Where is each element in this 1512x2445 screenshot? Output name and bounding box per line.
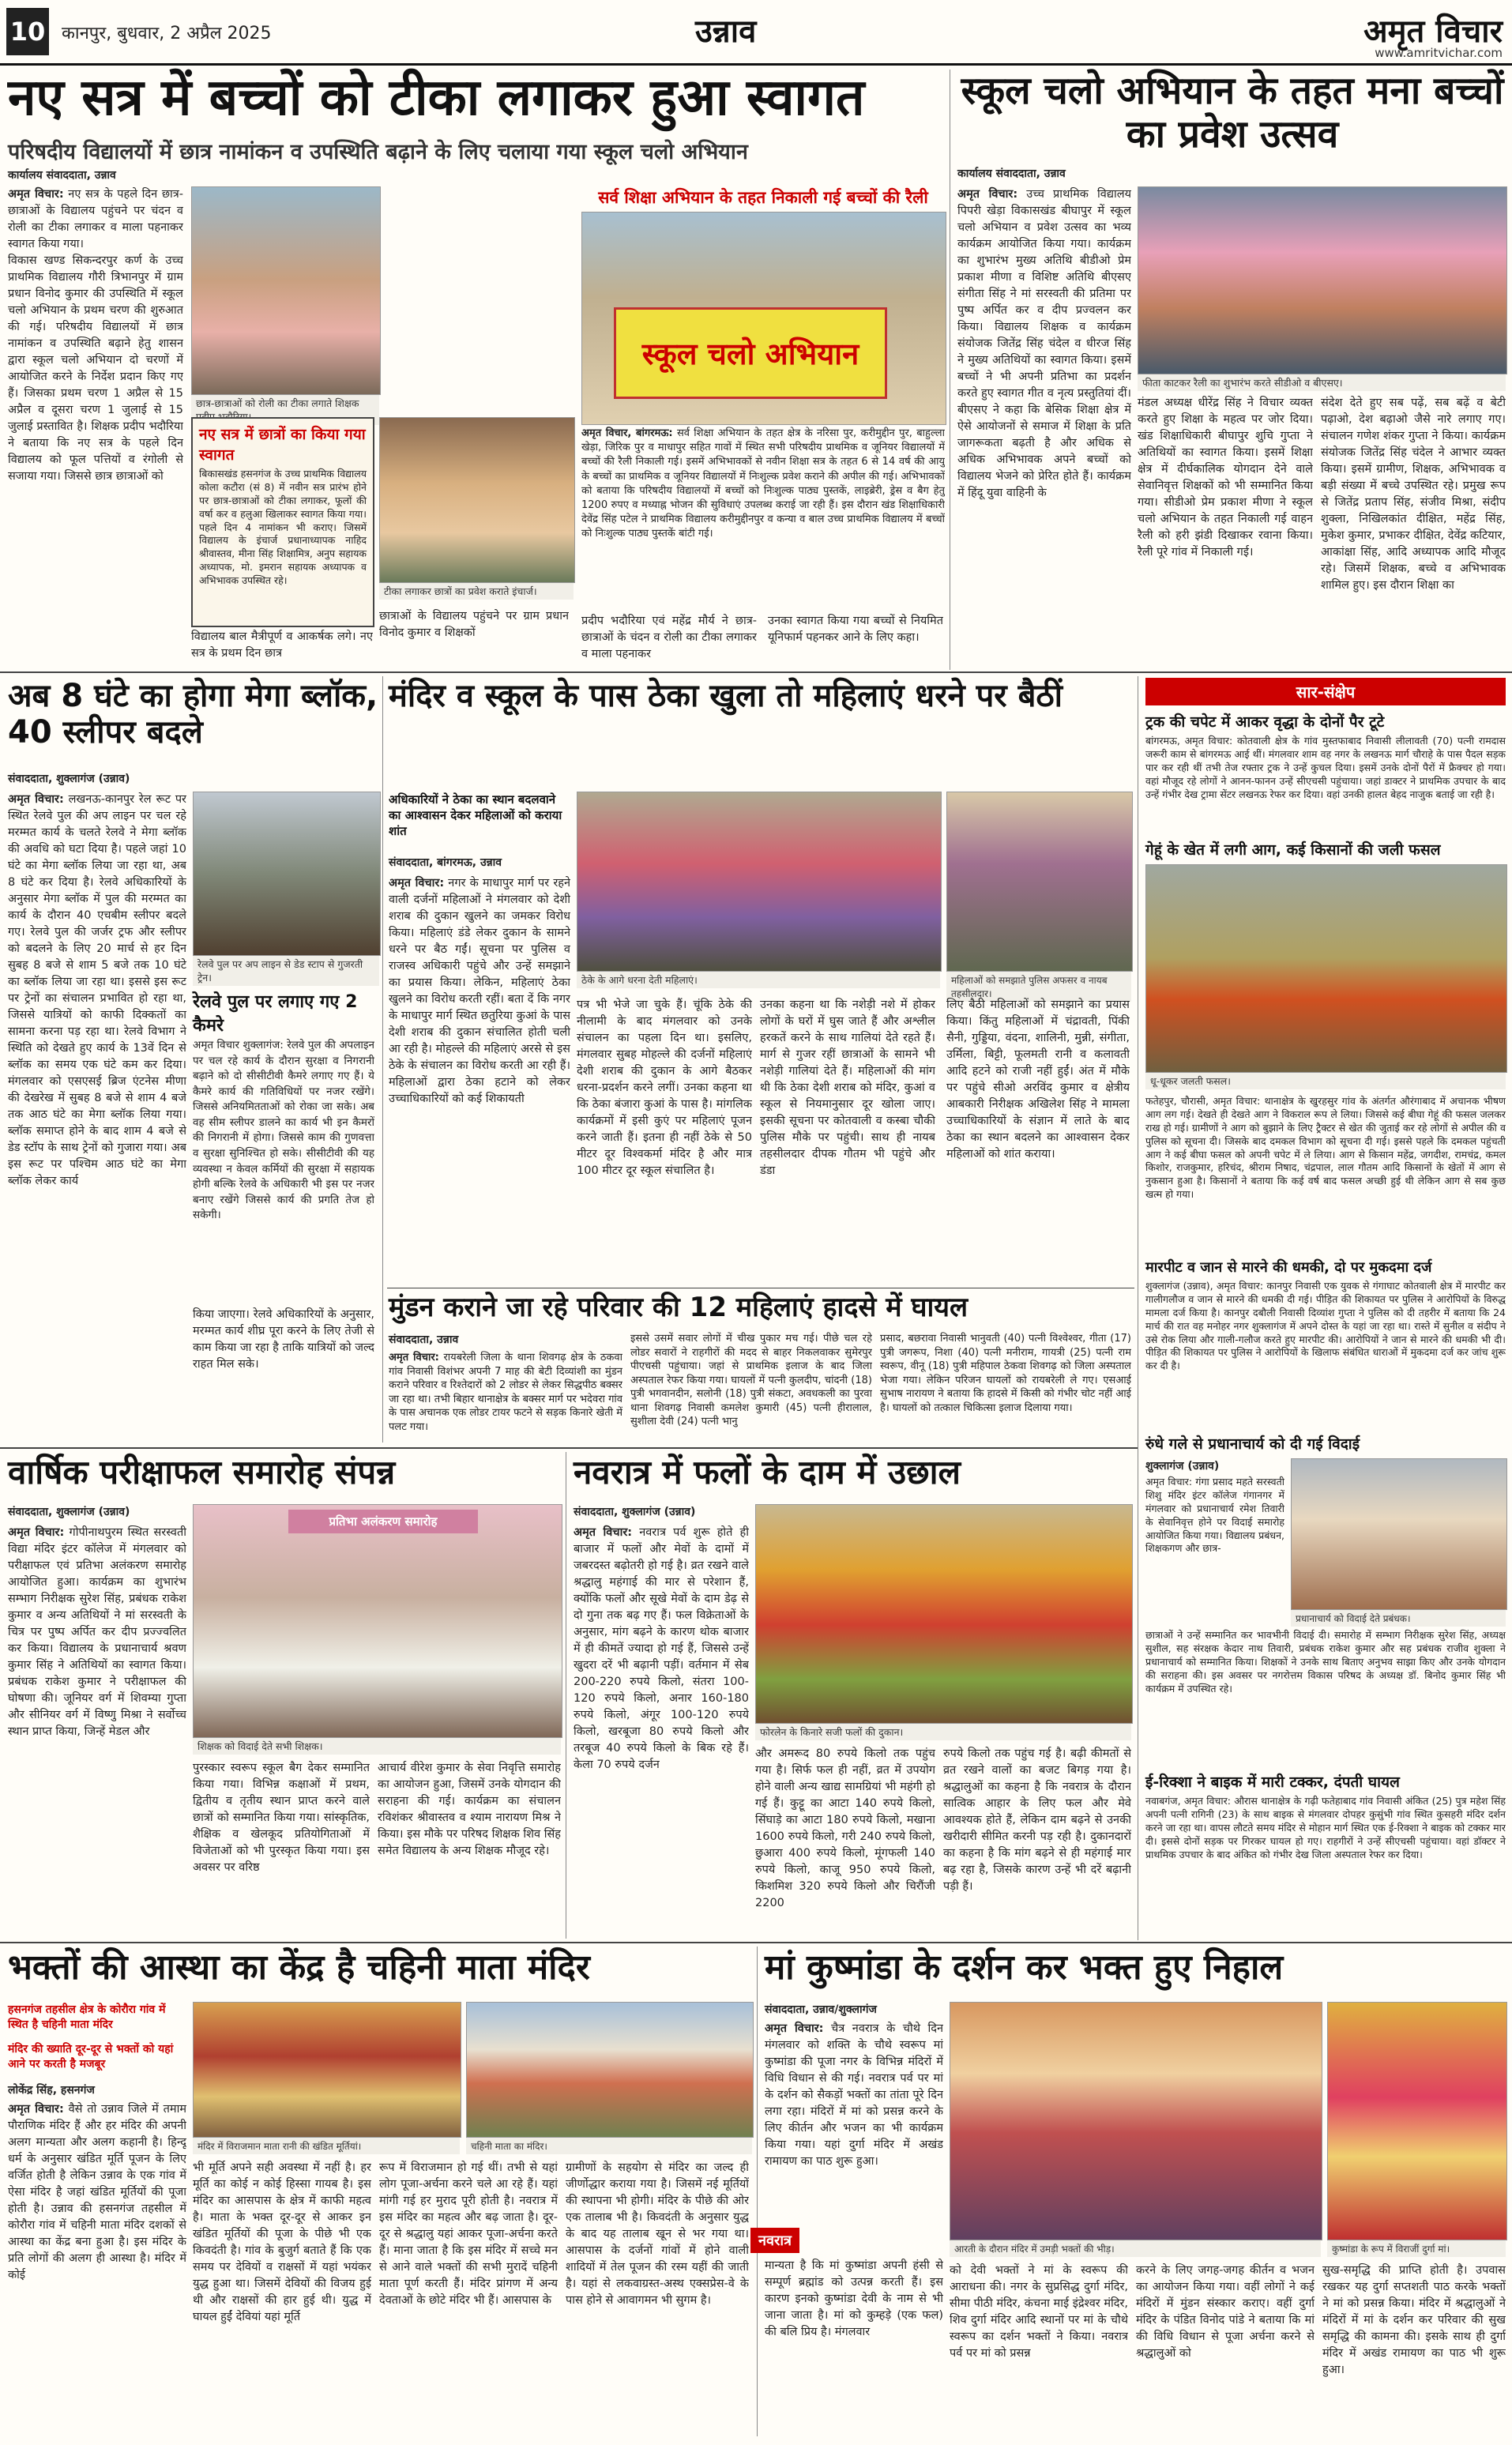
- story5-lead: अमृत विचार:: [389, 1352, 439, 1364]
- story1-photo-1-caption: छात्र-छात्राओं को रोली का टीका लगाते शिक्षक: [191, 395, 379, 425]
- story8-kicker-1: हसनगंज तहसील क्षेत्र के कोरौरा गांव में स्थित है चहिनी माता मंदिर: [8, 2003, 166, 2031]
- sidebar-news2-caption: धू-धूकर जलती फसल।: [1145, 1073, 1506, 1089]
- brand-logo: अमृत विचार: [1363, 13, 1503, 50]
- story5-byline: संवाददाता, उन्नाव: [389, 1333, 459, 1346]
- rally-caption-lead: अमृत विचार, बांगरमऊ:: [581, 427, 673, 439]
- story1-sidebox-body: बिकासखंड हसनगंज के उच्च प्राथमिक विद्यालय कोला कटौरा (सं 8) में नवीन सत्र प्रारंभ होने पर छात्र-छात्राओं को टीका लगाकर, फूलों की वर्षा कर व हलुआ खिलाकर स्वागत किया गया। पहले दिन 4 नामांकन भी कराए। जिसमें विद्यालय के इंचार्ज प्रधानाध्यापक नाहिद श्रीवास्तव, मीना सिंह शिक्षामित्र, अनुप सहायक अध्यापक, मो. इमरान सहायक अध्यापक व अभिभावक उपस्थित रहे।: [199, 468, 367, 586]
- story8-kicker-2: मंदिर की ख्याति दूर-दूर से भक्तों को यहां आने पर करती है मजबूर: [8, 2043, 174, 2071]
- rally-caption-body: सर्व शिक्षा अभियान के तहत क्षेत्र के नरिसा पुर, करीमुद्दीन पुर, बाहुल्ला खेड़ा, जिरिक पुर व माधापुर सहित गावों में स्थित सभी परिषदीय प्राथमिक व जूनियर विद्यालयों में बच्चों की रैली निकाली गई। इसमें अभिभावकों से नवीन शिक्षा सत्र के तहत 6 से 14 वर्ष की आयु के बच्चों का प्राथमिक व जूनियर विद्यालयों में निःशुल्क प्रवेश कराने की अपील की गई। अभिभावकों को बताया कि परिषदीय विद्यालयों में बच्चों को निःशुल्क पाठ्य पुस्तकें, लाइब्रेरी, ड्रेस व बैग हेतु 1200 रुपए व मध्याह्न भोजन की सुविधाएं उपलब्ध कराई जा रही हैं। इस दौरान खंड शिक्षाधिकारी देवेंद्र सिंह पटेल ने प्राथमिक विद्यालय करीमुद्दीनपुर व कन्या व बाल उच्च प्राथमिक विद्यालय में बच्चों को निःशुल्क पाठ्य पुस्तकें बांटी गई।: [581, 427, 945, 540]
- story1-deck: परिषदीय विद्यालयों में छात्र नामांकन व उपस्थिति बढ़ाने के लिए चलाया गया स्कूल चलो अभियान: [8, 140, 748, 164]
- story1-sidebox: [191, 417, 374, 627]
- story7-byline: संवाददाता, शुक्लागंज (उन्नाव): [574, 1506, 696, 1518]
- story6-column-1: [8, 1525, 186, 1935]
- story8-photo-1: [193, 2002, 461, 2138]
- story6-photo-caption: शिक्षक को विदाई देते सभी शिक्षक।: [193, 1738, 561, 1755]
- rally-caption: [581, 427, 945, 608]
- story6-banner: प्रतिभा अलंकरण समारोह: [288, 1510, 478, 1533]
- story9-photo-2: [1327, 2002, 1507, 2240]
- story3-photo-caption: रेलवे पुल पर अप लाइन से डेड स्टाप से गुजरती ट्रेन।: [193, 956, 379, 986]
- story3-column-1: [8, 792, 186, 1443]
- story3-body1: लखनऊ-कानपुर रेल रूट पर स्थित रेलवे पुल की अप लाइन पर चल रहे मरम्मत कार्य के चलते रेलवे ने मेगा ब्लॉक की अवधि को घटा दिया है। पहले जहां 10 घंटे का मेगा ब्लॉक लिया जा रहा था, अब 8 घंटे कर दिया है। रेलवे अधिकारियों के अनुसार मेगा ब्लॉक में पुल की मरम्मत का कार्य के दौरान 40 एचबीम स्लीपर बदले गए। रेलवे पुल की जर्जर ट्रफ और स्लीपर को बदलने के लिए 20 मार्च से हर दिन सुबह 8 बजे से शाम 5 बजे तक 10 घंटे का ब्लॉक लिया जा रहा था। इससे इस रूट पर ट्रेनों का संचालन प्रभावित हो रहा था, जिससे यात्रियों को काफी दिक्कतों का सामना करना पड़ रहा था। रेलवे विभाग ने स्थिति को देखते हुए कार्य के 13वें दिन से ब्लॉक का समय एक घंटे कम कर दिया। मंगलवार को एसएसई ब्रिज एंटनेस मीणा की देखरेख में सुबह 8 बजे से शाम 4 बजे तक आठ घंटे का मेगा ब्लॉक लिया गया। ब्लॉक समाप्त होने के बाद शाम 4 बजे से डेड स्टॉप के साथ ट्रेनों को गुजारा गया। अब इस रूट पर पश्चिम आठ घंटे का मेगा ब्लॉक लेकर कार्य: [8, 793, 186, 1188]
- story6-lead: अमृत विचार:: [8, 1526, 65, 1539]
- story1-lead: अमृत विचार:: [8, 188, 64, 201]
- story3-subhead: रेलवे पुल पर लगाए गए 2 कैमरे: [193, 992, 358, 1036]
- section-rule: [0, 671, 1512, 673]
- story9-column-1: [765, 2021, 943, 2226]
- story4-column-1: [389, 875, 570, 1283]
- story5-body2: इससे उसमें सवार लोगों में चीख पुकार मच गई। पीछे चल रहे लोडर सवारों ने राहगीरों की मदद से बाहर निकलवाकर सुमेरपुर पीएचसी पहुंचाया। जहां से प्राथमिक इलाज के बाद जिला अस्पताल रेफर किया गया। घायलों में पत्नी कुलदीप, चांदनी (18) पुत्री भगवानदीन, सलोनी (18) पुत्री संकटा, अवधकली का पुरवा थाना शिवगढ़ निवासी कमलेश कुमारी (45) पत्नी हीरालाल, सुशीला देवी (24) पत्नी भानु: [630, 1333, 872, 1428]
- story1-byline: कार्यालय संवाददाता, उन्नाव: [8, 169, 116, 182]
- story2-column-1: [957, 186, 1131, 668]
- story9-body1: चैत्र नवरात्र के चौथे दिन मंगलवार को शक्ति के चौथे स्वरूप मां कुष्मांडा की पूजा नगर के विभिन्न मंदिरों में विधि विधान से की गई। नवरात्र पर्व पर मां के दर्शन को सैकड़ों भक्तों का तांता पूरे दिन लगा रहा। मंदिरों में मां को प्रसन्न करने के लिए कीर्तन और भजन का भी कार्यक्रम किया गया। यहां दुर्गा मंदिर में अखंड रामायण का पाठ शुरू हुआ।: [765, 2022, 943, 2169]
- sidebar-news4-title: रुंधे गले से प्रधानाचार्य को दी गई विदाई: [1145, 1435, 1360, 1453]
- sidebar-news5-title: ई-रिक्शा ने बाइक में मारी टक्कर, दंपती घायल: [1145, 1774, 1400, 1791]
- story6-photo: [193, 1504, 562, 1738]
- sidebar-news4-caption: प्रधानाचार्य को विदाई देते प्रबंधक।: [1291, 1610, 1506, 1627]
- sidebar-news4-byline: शुक्लागंज (उन्नाव): [1145, 1460, 1220, 1473]
- story6-body2: पुरस्कार स्वरूप स्कूल बैग देकर सम्मानित किया गया। विभिन्न कक्षाओं में प्रथम, द्वितीय व तृतीय स्थान प्राप्त करने वाले छात्रों को सम्मानित किया गया। सांस्कृतिक, शैक्षिक व खेलकूद प्रतियोगिताओं में विजेताओं को भी पुरस्कृत किया गया। इस अवसर पर वरिष्ठ: [193, 1762, 370, 1875]
- rally-photo: [581, 212, 946, 425]
- story9-body4: करने के लिए जगह-जगह कीर्तन व भजन का आयोजन किया गया। वहीं लोगों ने कई मंदिरों में मुंडन संस्कार कराए। वहीं दुर्गा मंदिर के पंडित विनोद पांडे ने बताया कि मां की विधि विधान से पूजा अर्चना करने से श्रद्धालुओं को: [1136, 2264, 1315, 2360]
- story4-body1: नगर के माधापुर मार्ग पर रहने वाली दर्जनों महिलाओं ने मंगलवार को देशी शराब की दुकान खुलने का जमकर विरोध किया। महिलाएं डंडे लेकर दुकान के सामने धरने पर बैठ गईं। सूचना पर पुलिस व राजस्व अधिकारी पहुंचे और उन्हें समझाने का प्रयास किया। लेकिन, महिलाएं ठेका खुलने का विरोध करती रहीं। बता दें कि नगर के माधापुर मार्ग स्थित छतुरिया कुआं के पास देशी शराब की दुकान संचालित होती चली आ रही है। मोहल्ले की महिलाएं अरसे से इस ठेके के संचालन का विरोध करती आ रही हैं। महिलाओं द्वारा ठेका हटाने को लेकर उच्चाधिकारियों को कई शिकायती: [389, 877, 570, 1106]
- story5-column-1: [389, 1351, 622, 1443]
- section-rule: [0, 1447, 1138, 1449]
- story8-photo-2-caption: चहिनी माता का मंदिर।: [466, 2138, 752, 2154]
- sidebar-news4-photo: [1291, 1458, 1507, 1610]
- story4-photo-1-caption: ठेके के आगे धरना देती महिलाएं।: [577, 972, 940, 988]
- story2-body1: उच्च प्राथमिक विद्यालय पिपरी खेड़ा विकासखंड बीघापुर में स्कूल चलो अभियान व प्रवेश उत्सव का भव्य कार्यक्रम आयोजित किया गया। कार्यक्रम का शुभारंभ मुख्य अतिथि बीडीओ प्रेम प्रकाश मीणा व विशिष्ट अतिथि बीएसए संगीता सिंह ने मां सरस्वती की प्रतिमा पर पुष्प अर्पित कर व दीप प्रज्वलन कर किया। विद्यालय शिक्षक व कार्यक्रम संयोजक जितेंद्र सिंह चंदेल व धीरज सिंह ने मुख्य अतिथियों का स्वागत किया। इसमें बच्चों ने भी अपनी प्रतिभा का प्रदर्शन करते हुए स्वागत गीत व नृत्य प्रस्तुतियां दीं। बीएसए ने कहा कि बेसिक शिक्षा क्षेत्र में ऐसे आयोजनों से समाज में शिक्षा के प्रति जागरूकता बढ़ती है और अधिक से अधिक अभिभावक अपने बच्चों को विद्यालय भेजने को प्रेरित होते हैं। कार्यक्रम में हिंदू युवा वाहिनी के: [957, 188, 1131, 500]
- story4-byline: संवाददाता, बांगरमऊ, उन्नाव: [389, 856, 502, 869]
- story6-body1: गोपीनाथपुरम स्थित सरस्वती विद्या मंदिर इंटर कॉलेज में मंगलवार को परीक्षाफल एवं प्रतिभा अलंकरण समारोह आयोजित हुआ। कार्यक्रम का शुभारंभ सम्भाग निरीक्षक सुरेश सिंह, प्रबंधक राकेश कुमार व अन्य अतिथियों ने मां सरस्वती के चित्र पर पुष्प अर्पित कर दीप प्रज्ज्वलित कर किया। विद्यालय के प्रधानाचार्य श्रवण कुमार सिंह ने अतिथियों का स्वागत किया। प्रबंधक राकेश कुमार ने परीक्षाफल की घोषणा की। जूनियर वर्ग में शिवम्या गुप्ता और सीनियर वर्ग में विष्णु मिश्रा ने सर्वोच्च स्थान प्राप्त किया, जिन्हें मेडल और: [8, 1526, 186, 1739]
- story7-lead: अमृत विचार:: [574, 1526, 633, 1539]
- sidebar-news5-body: नवाबगंज, अमृत विचार: औरास थानाक्षेत्र के गढ़ी फतेहाबाद गांव निवासी अंकित (25) पुत्र महेश सिंह अपनी पत्नी रागिनी (23) के साथ बाइक से मंगलवार दोपहर कुसुंभी गांव स्थित कुसहरी मंदिर दर्शन करने जा रहा था। वापस लौटते समय मंदिर से मोहान मार्ग स्थित एक ई-रिक्शा ने बाइक को टक्कर मार दी। इससे दोनों सड़क पर गिरकर घायल हो गए। राहगीरों ने उन्हें सीएचसी पहुंचाया। वहां डॉक्टर ने प्राथमिक उपचार के बाद अंकित को गंभीर देख जिला अस्पताल रेफर कर दिया।: [1145, 1795, 1506, 1860]
- sidebar-news4-body-b: छात्राओं ने उन्हें सम्मानित कर भावभीनी विदाई दी। समारोह में सम्भाग निरीक्षक सुरेश सिंह, अध्यक्ष सुशील, सह संरक्षक केदार नाथ तिवारी, प्रबंधक राकेश कुमार और सह प्रबंधक राजीव शुक्ला ने प्रधानाचार्य को सम्मानित किया। शिक्षकों ने उनके साथ बिताए अनुभव साझा किए और उनके योगदान की सराहना की। इस अवसर पर नगरोत्तम विकास परिषद के अध्यक्ष डॉ. बिनोद कुमार सिंह भी कार्यक्रम में उपस्थित रहे।: [1145, 1629, 1506, 1695]
- story7-column-1: [574, 1525, 749, 1935]
- story3-lead: अमृत विचार:: [8, 793, 64, 806]
- story9-tag: नवरात्र: [750, 2228, 799, 2253]
- sidebar-news2-body: फतेहपुर, चौरासी, अमृत विचार: थानाक्षेत्र के खुरहसुर गांव के अंतर्गत औरंगाबाद में अचानक भीषण आग लग गई। देखते ही देखते आग ने विकराल रूप ले लिया। जिससे कई बीघा गेहूं की फसल जलकर राख हो गई। ग्रामीणों ने आग को बुझाने के लिए ट्रैक्टर से खेत की जुताई कर रहे लोगों से अपील की व पुलिस को सूचना दी। जिसके बाद दमकल विभाग को सूचना दी गई। इससे पहले कि दमकल पहुंचती आग ने कई बीघा फसल को अपनी चपेट में ले लिया। आग से किसान महेंद्र, जगदीश, रामचंद्र, कमल किशोर, राजकुमार, हरिचंद, श्रीराम निषाद, चंद्रपाल, लाल गौतम आदि किसानों के खेतों में आग से नुकसान हुआ है। किसानों ने बताया कि कई वर्ष बाद फसल अच्छी हुई थी लेकिन आग से सब कुछ खत्म हो गया।: [1145, 1095, 1506, 1201]
- story1-headline: नए सत्र में बच्चों को टीका लगाकर हुआ स्वागत: [8, 69, 865, 127]
- dateline: कानपुर, बुधवार, 2 अप्रैल 2025: [62, 24, 272, 43]
- story1-photo-2-caption: टीका लगाकर छात्रों का प्रवेश कराते इंचार्ज।: [379, 583, 574, 600]
- story8-body4: ग्रामीणों के सहयोग से मंदिर का जल्द ही जीर्णोद्धार कराया गया है। जिसमें नई मूर्तियों की स्थापना भी होगी। मंदिर के पीछे की ओर एक तालाब भी है। किवदंती के अनुसार युद्ध के बाद यह तालाब खून से भर गया था। आसपास के दर्जनों गांवों में होने वाली शादियों में तेल पूजन की रस्म यहीं की जाती है। यहां से लकवाग्रस्त-अस्थ एक्सप्रेस-वे के पास होने से आवागमन भी सुगम है।: [566, 2161, 749, 2308]
- story7-body3: रुपये किलो तक पहुंच गई है। बढ़ी कीमतों से व्रत रखने वालों का बजट बिगड़ गया है। श्रद्धालुओं का कहना है कि नवरात्र के दौरान सात्विक आहार के लिए फल और मेवे आवश्यक होते हैं, लेकिन दाम बढ़ने से उनकी खरीदारी सीमित करनी पड़ रही है। दुकानदारों का कहना है कि मांग बढ़ने से ही महंगाई मार बढ़ रहा है, जिसके कारण उन्हें भी दरें बढ़ानी पड़ी हैं।: [943, 1747, 1131, 1894]
- story9-headline: मां कुष्मांडा के दर्शन कर भक्त हुए निहाल: [765, 1947, 1284, 1988]
- story3-photo: [193, 792, 381, 956]
- story4-headline: मंदिर व स्कूल के पास ठेका खुला तो महिलाएं धरने पर बैठीं: [389, 678, 1063, 714]
- story4-body3: उनका कहना था कि नशेड़ी नशे में होकर लोगों के घरों में घुस जाते हैं और अश्लील हरकतें करने के साथ गालियां देते रहते हैं। मार्ग से गुजर रहीं छात्राओं के सामने भी नशेड़ी गालियां देते हैं। महिलाओं की मांग थी कि ठेका देशी शराब को मंदिर, कुआं व स्कूल से नियमानुसार दूर खोला जाए। इसकी सूचना पर कोतवाली व कस्बा चौकी पुलिस मौके पर पहुंची। साथ ही नायब तहसीलदार दीपक गौतम भी पहुंचे और डंडा: [760, 999, 935, 1178]
- story9-photo-1: [950, 2002, 1322, 2240]
- story8-body3: रूप में विराजमान हो गई थीं। तभी से यहां लोग पूजा-अर्चना करने चले आ रहे हैं। यहां मांगी गई हर मुराद पूरी होती है। नवरात्र में इस मंदिर का महत्व और बढ़ जाता है। दूर-दूर से श्रद्धालु यहां आकर पूजा-अर्चना करते हैं। माना जाता है कि इस मंदिर में सच्चे मन से आने वाले भक्तों की सभी मुरादें चहिनी माता पूर्ण करती हैं। मंदिर प्रांगण में अन्य देवताओं के छोटे मंदिर भी हैं। आसपास के: [379, 2161, 558, 2308]
- story4-body2: पत्र भी भेजे जा चुके हैं। चूंकि ठेके की नीलामी के बाद मंगलवार को उनके संचालन का पहला दिन था। इसलिए, मंगलवार सुबह मोहल्ले की दर्जनों महिलाएं देशी शराब की दुकान के आगे बैठकर धरना-प्रदर्शन करने लगीं। उनका कहना था कि ठेका बंजारा कुआं के पास है। मांगलिक कार्यक्रमों में इसी कुएं पर महिलाएं पूजन करने जाती हैं। इतना ही नहीं ठेके से 50 मीटर दूर विश्वकर्मा मंदिर है और मात्र 100 मीटर दूर स्कूल संचालित है।: [577, 999, 752, 1178]
- story1-body5: प्रदीप भदौरिया एवं महेंद्र मौर्य ने छात्र-छात्राओं के चंदन व रोली का टीका लगाकर व माला पहनाकर: [581, 615, 757, 661]
- story2-body2: मंडल अध्यक्ष धीरेंद्र सिंह ने विचार व्यक्त करते हुए शिक्षा के महत्व पर जोर दिया। खंड शिक्षाधिकारी बीघापुर शुचि गुप्ता ने अतिथियों का स्वागत किया। इसमें शिक्षा क्षेत्र में दीर्घकालिक योगदान देने वाले सेवानिवृत्त शिक्षकों को भी सम्मानित किया गया। सीडीओ प्रेम प्रकाश मीणा ने स्कूल चलो अभियान के तहत निकाली गई वाहन रैली को हरी झंडी दिखाकर रवाना किया। रैली पूरे गांव में निकाली गई।: [1138, 397, 1313, 559]
- story4-body4: लिए बैठी महिलाओं को समझाने का प्रयास किया। किंतु महिलाओं में चंद्रावती, पिंकी सैनी, गुड्डिया, वंदना, शालिनी, मुन्नी, संगीता, उर्मिला, बिट्टी, फूलमती रानी व कलावती आदि हटने को राजी नहीं हुईं। अंत में मौके पर पहुंचे सीओ अरविंद कुमार व क्षेत्रीय आबकारी निरीक्षक अखिलेश सिंह ने मामला उच्चाधिकारियों के संज्ञान में लाते के बाद ठेका का स्थान बदलने का आश्वासन देकर महिलाओं को शांत कराया।: [946, 999, 1130, 1161]
- story5-headline: मुंडन कराने जा रहे परिवार की 12 महिलाएं हादसे में घायल: [389, 1292, 969, 1323]
- story9-body5: सुख-समृद्धि की प्राप्ति होती है। उपवास रखकर यह दुर्गा सप्तशती पाठ करके भक्तों ने मां को प्रसन्न किया। मंदिर में श्रद्धालुओं ने मंदिरों में मां के दर्शन कर परिवार की सुख समृद्धि की कामना की। इसके साथ ही दुर्गा मंदिर में अखंड रामायण का पाठ भी शुरू हुआ।: [1322, 2264, 1506, 2377]
- story4-lead: अमृत विचार:: [389, 877, 445, 890]
- story3-sub-body: अमृत विचार शुक्लागंज: रेलवे पुल की अपलाइन पर चल रहे कार्य के दौरान सुरक्षा व निगरानी बढ़ाने को दो सीसीटीवी कैमरे लगाए गए हैं। ये कैमरे कार्य की गतिविधियों पर नजर रखेंगे। जिससे अनियमितताओं को रोका जा सके। अब वह सीम स्लीपर डालने का कार्य भी इन कैमरों की निगरानी में होगा। जिससे काम की गुणवत्ता व सुरक्षा सुनिश्चित हो सके। सीसीटीवी की यह व्यवस्था न केवल कर्मियों की सुरक्षा में सहायक होगी बल्कि रेलवे के अधिकारी भी इस पर नजर बनाए रखेंगे जिससे कार्य की प्रगति तेज हो सकेगी।: [193, 1039, 374, 1222]
- sidebar-news3-title: मारपीट व जान से मारने की धमकी, दो पर मुकदमा दर्ज: [1145, 1259, 1432, 1276]
- story4-photo-1: [577, 792, 942, 972]
- sidebar-label: सार-संक्षेप: [1145, 678, 1506, 705]
- story1-body2: विकास खण्ड सिकन्दरपुर कर्ण के उच्च प्राथमिक विद्यालय गौरी त्रिभानपुर में ग्राम प्रधान विनोद कुमार की उपस्थिति में स्कूल चलो अभियान के प्रथम चरण की शुरुआत की गई। परिषदीय विद्यालयों में छात्र नामांकन व उपस्थिति बढ़ाने हेतु शासन द्वारा स्कूल चलो अभियान दो चरणों में आयोजित करने के निर्देश प्रदान किए गए हैं। जिसका प्रथम चरण 1 अप्रैल से 15 अप्रैल व दूसरा चरण 1 जुलाई से 15 जुलाई प्रस्तावित है। शिक्षक प्रदीप भदौरिया ने बताया कि नए सत्र के पहले दिन विद्यालय को फूल पत्तियों व रंगोली से सजाया गया। जिससे छात्र छात्राओं को: [8, 254, 183, 483]
- story1-body3: विद्यालय बाल मैत्रीपूर्ण व आकर्षक लगे। नए सत्र के प्रथम दिन छात्र: [191, 630, 373, 660]
- sidebar-news2-title: गेहूं के खेत में लगी आग, कई किसानों की जली फसल: [1145, 841, 1441, 859]
- story1-column-1: [8, 186, 183, 660]
- story1-sidebox-title: नए सत्र में छात्रों का किया गया स्वागत: [199, 426, 366, 464]
- story8-byline: लोकेंद्र सिंह, हसनगंज: [8, 2084, 95, 2097]
- story1-photo-1: [191, 186, 381, 395]
- story6-byline: संवाददाता, शुक्लागंज (उन्नाव): [8, 1506, 130, 1518]
- sidebar-news3-body: शुक्लागंज (उन्नाव), अमृत विचार: कानपुर निवासी एक युवक से गंगाघाट कोतवाली क्षेत्र में मारपीट कर गालीगलौज व जान से मारने की धमकी दी गई। पीड़ित की शिकायत पर पुलिस ने आरोपियों के विरुद्ध मामला दर्ज किया है। कानपुर दबौली निवासी दिव्यांश गुप्ता ने पुलिस को दी तहरीर में बताया कि 24 मार्च की रात वह मनोहर नगर शुक्लागंज में अपने दोस्त के यहां जा रहा था। रास्ते में सुनील व संदीप ने उसे रोक लिया और गाली-गलौज करते हुए मारपीट की। आरोपियों ने जान से मारने की धमकी भी दी। पीड़ित की शिकायत पर पुलिस ने आरोपियों के खिलाफ संबंधित धाराओं में मुकदमा दर्ज कर जांच शुरू कर दी है।: [1145, 1280, 1506, 1372]
- sidebar-news2-photo: [1145, 864, 1507, 1073]
- story9-photo-1-caption: आरती के दौरान मंदिर में उमड़ी भक्तों की भीड़।: [950, 2240, 1321, 2257]
- story5-body1: रायबरेली जिला के थाना शिवगढ़ क्षेत्र के ठकवा गांव निवासी विशंभर अपनी 7 माह की बेटी दिव्यांशी का मुंडन कराने परिवार व रिश्तेदारों को 2 लोडर से लेकर सिद्धपीठ बक्सर जा रहा था। तभी बिहार थानाक्षेत्र के बक्सर मार्ग पर भदेवरा गांव के पास अचानक एक लोडर टायर फटने से सड़क किनारे खेती में पलट गया।: [389, 1352, 622, 1433]
- story2-body3: संदेश देते हुए सब पढ़ें, सब बढ़ें व बेटी पढ़ाओ, देश बढ़ाओ जैसे नारे लगाए गए। संचालन गणेश शंकर गुप्ता ने किया। कार्यक्रम संयोजक जितेंद्र सिंह चंदेल ने आभार व्यक्त किया। इसमें ग्रामीण, शिक्षक, अभिभावक व बड़ी संख्या में बच्चे उपस्थित रहे। प्रमुख रूप से जितेंद्र प्रताप सिंह, संजीव मिश्रा, संदीप शुक्ला, निखिलकांत दीक्षित, महेंद्र सिंह, मुकेश कुमार, प्रभाकर दीक्षित, देवेंद्र कटियार, आकांक्षा सिंह, आदि अध्यापक आदि मौजूद रहे। जिसमें शिक्षक, बच्चे व अभिभावक शामिल हुए। इस दौरान शिक्षा का: [1321, 397, 1506, 592]
- story9-body2: मान्यता है कि मां कुष्मांडा अपनी हंसी से सम्पूर्ण ब्रह्मांड को उत्पन्न करती हैं। इस कारण इनको कुष्मांडा देवी के नाम से भी जाना जाता है। मां को कुम्हड़े (एक फल) की बलि प्रिय है। मंगलवार: [765, 2259, 943, 2339]
- story7-body1: नवरात्र पर्व शुरू होते ही बाजार में फलों और मेवों के दामों में जबरदस्त बढ़ोतरी हो गई है। व्रत रखने वाले श्रद्धालु महंगाई की मार से परेशान हैं, क्योंकि फलों और सूखे मेवों के दाम डेढ़ से दो गुना तक बढ़ गए हैं। फल विक्रेताओं के अनुसार, मांग बढ़ने के कारण थोक बाजार में ही कीमतें ज्यादा हो गई हैं, जिससे उन्हें खुदरा दरें भी बढ़ानी पड़ीं। वर्तमान में सेब 200-220 रुपये किलो, संतरा 100-120 रुपये किलो, अनार 160-180 रुपये किलो, अंगूर 100-120 रुपये किलो, खरबूजा 80 रुपये किलो और तरबूज 40 रुपये किलो के बिक रहे हैं। केला 70 रुपये दर्जन: [574, 1526, 749, 1772]
- story1-body4: छात्राओं के विद्यालय पहुंचने पर ग्राम प्रधान विनोद कुमार व शिक्षकों: [379, 610, 569, 640]
- story3-byline: संवाददाता, शुक्लागंज (उन्नाव): [8, 773, 130, 785]
- story3-body2: किया जाएगा। रेलवे अधिकारियों के अनुसार, मरम्मत कार्य शीघ्र पूरा करने के लिए तेजी से काम किया जा रहा है ताकि यात्रियों को जल्द राहत मिल सके।: [193, 1308, 374, 1371]
- rally-banner: स्कूल चलो अभियान: [614, 307, 887, 399]
- story4-photo-2: [946, 792, 1133, 972]
- section-title: उन्नाव: [695, 13, 757, 50]
- sidebar-news1-title: ट्रक की चपेट में आकर वृद्धा के दोनों पैर टूटे: [1145, 713, 1385, 731]
- story7-photo: [755, 1504, 1133, 1724]
- story2-headline: स्कूल चलो अभियान के तहत मना बच्चों का प्रवेश उत्सव: [961, 69, 1504, 157]
- story6-headline: वार्षिक परीक्षाफल समारोह संपन्न: [8, 1453, 396, 1491]
- brand-website[interactable]: www.amritvichar.com: [1375, 46, 1503, 60]
- story9-lead: अमृत विचार:: [765, 2022, 824, 2035]
- story9-body3: को देवी भक्तों ने मां के स्वरूप की आराधना की। नगर के सुप्रसिद्ध दुर्गा मंदिर, सीमा पीठी मंदिर, कंचना माई इंद्रेश्वर मंदिर, शिव दुर्गा मंदिर आदि स्थानों पर मां के चौथे स्वरूप का दर्शन भक्तों ने किया। नवरात्र पर्व पर मां को प्रसन्न: [950, 2264, 1128, 2360]
- page-number: 10: [6, 8, 49, 55]
- story8-lead: अमृत विचार:: [8, 2103, 64, 2116]
- story8-body2: भी मूर्ति अपने सही अवस्था में नहीं है। हर मूर्ति का कोई न कोई हिस्सा गायब है। इस मंदिर का आसपास के क्षेत्र में काफी महत्व है। माता के भक्त दूर-दूर से आकर इन खंडित मूर्तियों की पूजा के पीछे भी एक किवदंती है। गांव के बुजुर्ग बताते हैं कि एक समय पर देवियों व राक्षसों में यहां भयंकर युद्ध हुआ था। जिसमें देवियों की विजय हुई थी और राक्षसों की हार हुई थी। युद्ध में घायल हुईं देवियां यहां मूर्ति: [193, 2161, 371, 2324]
- column-divider: [382, 676, 383, 1443]
- story6-body3: आचार्य वीरेश कुमार के सेवा निवृत्ति समारोह का आयोजन हुआ, जिसमें उनके योगदान की सराहना की गई। कार्यक्रम का संचालन रविशंकर श्रीवास्तव व श्याम नारायण मिश्र ने किया। इस मौके पर परिषद शिक्षक शिव सिंह समेत विद्यालय के अन्य शिक्षक मौजूद रहे।: [378, 1762, 561, 1858]
- story4-photo-2-caption: महिलाओं को समझाते पुलिस अफसर व नायब तहसीलदार।: [946, 972, 1131, 1002]
- sidebar-news1-body: बांगरमऊ, अमृत विचार: कोतवाली क्षेत्र के गांव मुस्तफाबाद निवासी लीलावती (70) पत्नी रामदास जरूरी काम से बांगरमऊ आई थीं। मंगलवार शाम वह नगर के लखनऊ मार्ग चौराहे के पास पैदल सड़क पार कर रही थीं तभी तेज रफ्तार ट्रक ने उन्हें कुचल दिया। इसमें उनके दोनों पैरों में फ्रैक्चर हो गया। वहां मौजूद रहे लोगों ने आनन-फानन उन्हें सीएचसी पहुंचाया। जहां डाक्टर ने प्राथमिक उपचार के बाद उन्हें गंभीर देख ट्रामा सेंटर लखनऊ रेफर कर दिया। वहां उनकी हालत बेहद नाजुक बताई जा रही है।: [1145, 735, 1506, 800]
- story1-body6: उनका स्वागत किया गया बच्चों से नियमित यूनिफार्म पहनकर आने के लिए कहा।: [768, 615, 943, 645]
- story2-lead: अमृत विचार:: [957, 188, 1018, 201]
- story7-body2: और अमरूद 80 रुपये किलो तक पहुंच गया है। सिर्फ फल ही नहीं, व्रत में उपयोग होने वाली अन्य खाद्य सामग्रियां भी महंगी हो गई हैं। कुट्टू का आटा 140 रुपये किलो, सिंघाड़े का आटा 180 रुपये किलो, मखाना 1600 रुपये किलो, गरी 240 रुपये किलो, छुआरा 400 रुपये किलो, मूंगफली 140 रुपये किलो, काजू 950 रुपये किलो, किशमिश 320 रुपये किलो और चिरौंजी 2200: [755, 1747, 935, 1910]
- rally-title: सर्व शिक्षा अभियान के तहत निकाली गई बच्चों की रैली: [598, 188, 928, 207]
- sidebar-news4-body-a: अमृत विचार: गंगा प्रसाद महते सरस्वती शिशु मंदिर इंटर कॉलेज गंगानगर में मंगलवार को प्रधानाचार्य रमेश तिवारी के सेवानिवृत्त होने पर विदाई समारोह आयोजित किया गया। विद्यालय प्रबंधन, शिक्षकगण और छात्र-: [1145, 1476, 1284, 1555]
- story9-photo-2-caption: कुष्मांडा के रूप में विराजीं दुर्गा मां।: [1327, 2240, 1506, 2257]
- story2-byline: कार्यालय संवाददाता, उन्नाव: [957, 167, 1066, 180]
- column-divider: [757, 1947, 758, 2436]
- story3-headline: अब 8 घंटे का होगा मेगा ब्लॉक, 40 स्लीपर बदले: [8, 678, 378, 750]
- story2-photo-caption: फीता काटकर रैली का शुभारंभ करते सीडीओ व बीएसए।: [1138, 374, 1506, 391]
- story1-body1: नए सत्र के पहले दिन छात्र-छात्राओं के विद्यालय पहुंचने पर चंदन व रोली का टीका लगाकर व माला पहनाकर स्वागत किया गया।: [8, 188, 183, 251]
- story7-headline: नवरात्र में फलों के दाम में उछाल: [574, 1453, 961, 1491]
- story8-column-1: [8, 2101, 186, 2433]
- story7-photo-caption: फोरलेन के किनारे सजी फलों की दुकान।: [755, 1724, 1131, 1740]
- story5-body3: प्रसाद, बछरावा निवासी भानुवती (40) पत्नी विश्वेश्वर, गीता (17) पुत्री जगरूप, निशा (40) पत्नी मनीराम, गायत्री (25) पत्नी राम स्वरूप, वीनू (18) पुत्री महिपाल ठेकवा शिवगढ़ को जिला अस्पताल भेजा गया। लेकिन परिजन घायलों को रायबरेली ले गए। एसआई सुभाष नारायण ने बताया कि हादसे में किसी को गंभीर चोट नहीं आई है। घायलों को तत्काल चिकित्सा इलाज दिलाया गया।: [880, 1333, 1131, 1414]
- story8-body1: वैसे तो उन्नाव जिले में तमाम पौराणिक मंदिर हैं और हर मंदिर की अपनी अलग मान्यता और अलग कहानी है। हिन्दू धर्म के अनुसार खंडित मूर्ति पूजन के लिए वर्जित होती है लेकिन उन्नाव के एक गांव में ऐसा मंदिर है जहां खंडित मूर्तियों की पूजा होती है। उन्नाव की हसनगंज तहसील में कोरौरा गांव में चहिनी माता मंदिर दशकों से आस्था का केंद्र बना हुआ है। इस मंदिर के प्रति लोगों की अलग ही आस्था है। मंदिर में कोई: [8, 2103, 186, 2282]
- story9-byline: संवाददाता, उन्नाव/शुक्लागंज: [765, 2003, 877, 2016]
- story8-photo-1-caption: मंदिर में विराजमान माता रानी की खंडित मूर्तियां।: [193, 2138, 460, 2154]
- story2-photo: [1138, 186, 1507, 374]
- story8-photo-2: [466, 2002, 754, 2138]
- section-rule: [0, 1942, 1512, 1943]
- story8-headline: भक्तों की आस्था का केंद्र है चहिनी माता मंदिर: [8, 1947, 590, 1988]
- story1-photo-2: [379, 417, 575, 583]
- story4-kicker: अधिकारियों ने ठेका का स्थान बदलवाने का आश्वासन देकर महिलाओं को कराया शांत: [389, 792, 562, 838]
- header-rule: [0, 63, 1512, 66]
